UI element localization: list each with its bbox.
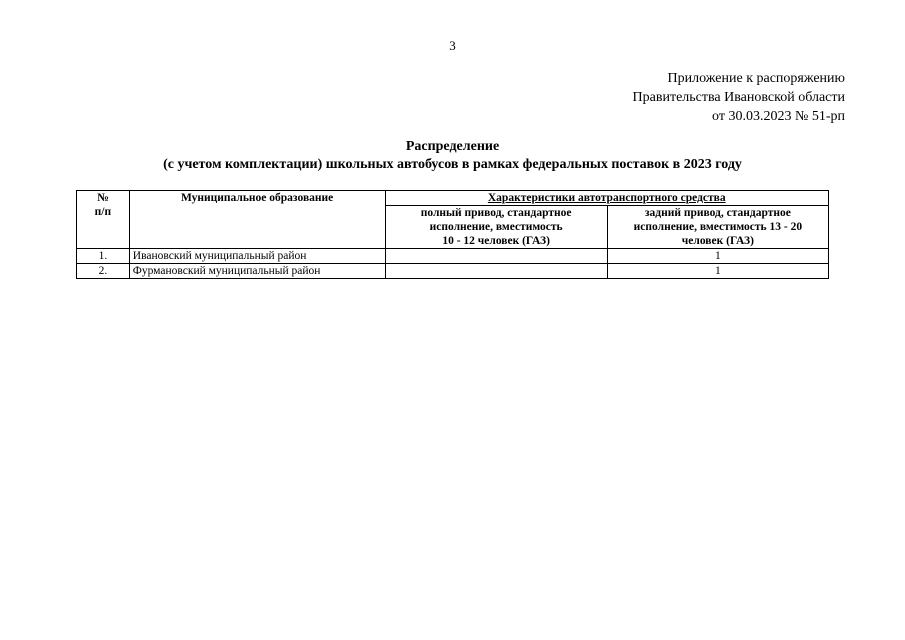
header-number-line-2: п/п [94, 206, 112, 218]
row-variant-b: 1 [607, 249, 828, 264]
annex-line-3: от 30.03.2023 № 51-рп [712, 109, 845, 124]
table-row [77, 264, 829, 279]
table-header-row [77, 191, 829, 206]
annex-caption [633, 69, 845, 126]
annex-line-1: Приложение к распоряжению [667, 71, 845, 86]
header-variant-a [385, 206, 607, 249]
row-municipality: Фурмановский муниципальный район [129, 264, 385, 279]
header-variant-b [607, 206, 828, 249]
distribution-table [76, 190, 829, 279]
header-variant-a-line-1: полный привод, стандартное [420, 207, 572, 219]
header-variant-b-line-3: человек (ГАЗ) [681, 235, 754, 247]
row-variant-a [385, 249, 607, 264]
header-number [77, 191, 130, 249]
row-number: 2. [77, 264, 130, 279]
header-variant-b-line-2: исполнение, вместимость 13 - 20 [633, 221, 803, 233]
title-line-1: Распределение [405, 139, 500, 154]
header-variant-b-line-1: задний привод, стандартное [644, 207, 791, 219]
header-variant-a-line-3: 10 - 12 человек (ГАЗ) [442, 235, 550, 247]
row-variant-b: 1 [607, 264, 828, 279]
page-number: 3 [449, 38, 456, 53]
title-line-2: (с учетом комплектации) школьных автобусов в рамках федеральных поставок в 2023 году [163, 157, 742, 172]
table-row [77, 249, 829, 264]
header-characteristics: Характеристики автотранспортного средства [385, 191, 829, 206]
header-variant-a-line-2: исполнение, вместимость [429, 221, 563, 233]
header-municipality: Муниципальное образование [129, 191, 385, 249]
row-municipality: Ивановский муниципальный район [129, 249, 385, 264]
document-title [0, 138, 905, 174]
header-number-line-1: № [97, 192, 109, 204]
row-number: 1. [77, 249, 130, 264]
annex-line-2: Правительства Ивановской области [632, 90, 845, 105]
row-variant-a [385, 264, 607, 279]
